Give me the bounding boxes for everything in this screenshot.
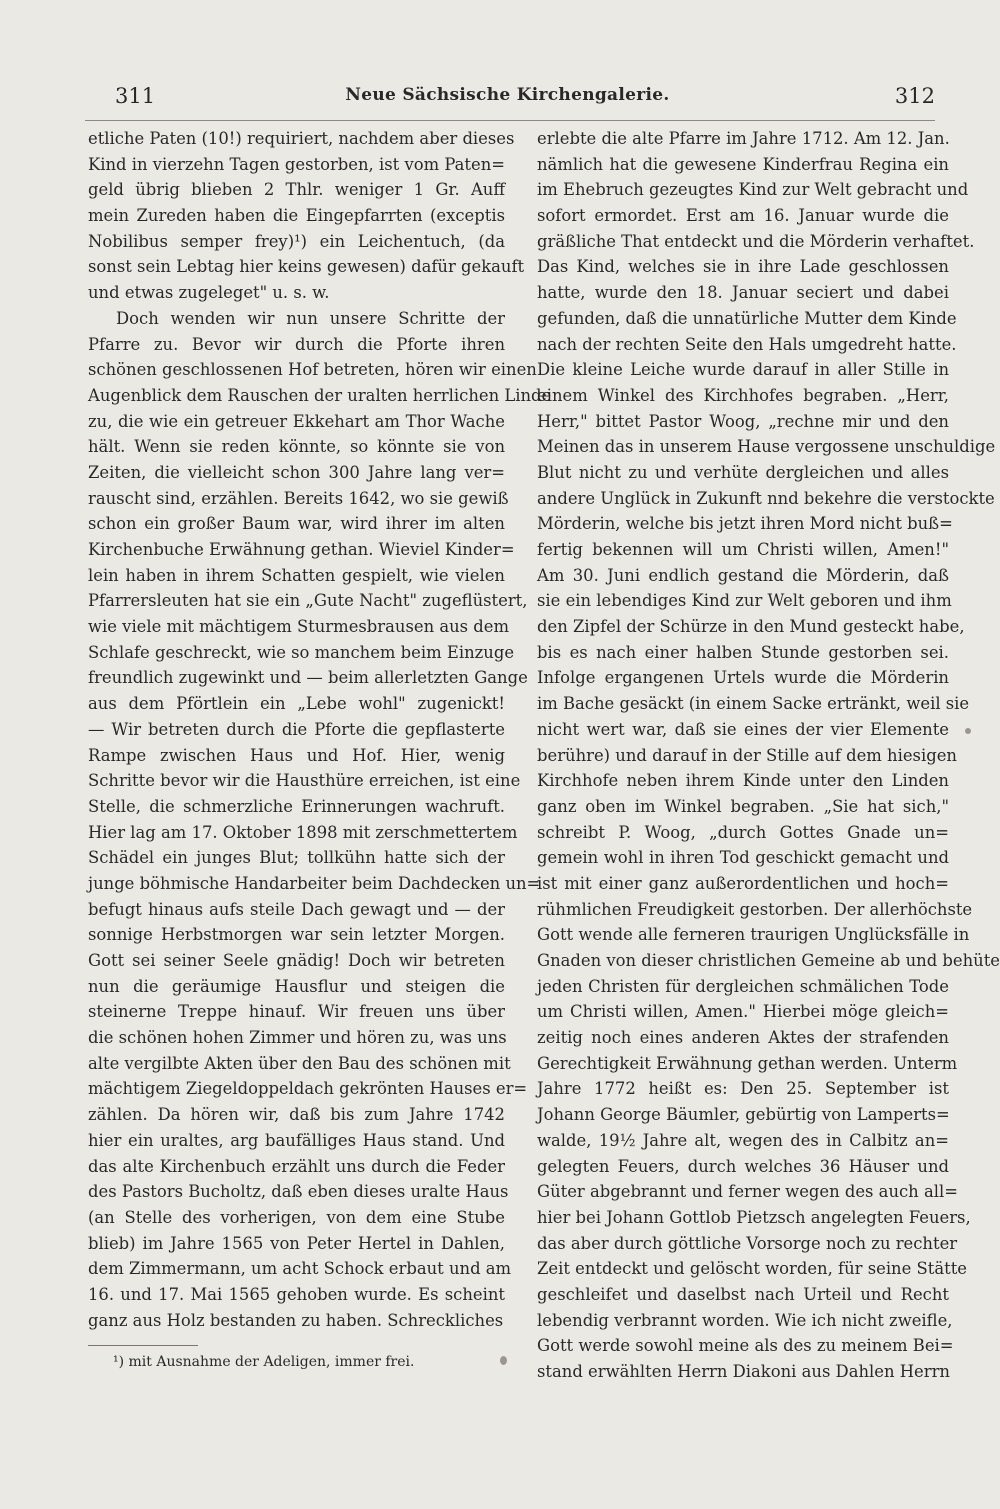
text-line: steinerne Treppe hinauf. Wir freuen uns über <box>88 1002 505 1022</box>
text-line: das aber durch göttliche Vorsorge noch zu rechter <box>537 1233 958 1253</box>
text-line: Pfarre zu. Bevor wir durch die Pforte ihren <box>88 334 505 354</box>
text-line: berühre) und darauf in der Stille auf dem hiesigen <box>537 745 957 765</box>
text-line: Schädel ein junges Blut; tollkühn hatte sich der <box>88 848 505 868</box>
text-line: nach der rechten Seite den Hals umgedreht hatte. <box>537 334 957 354</box>
text-line: im Ehebruch gezeugtes Kind zur Welt gebracht und <box>537 180 969 200</box>
text-line: Kirchhofe neben ihrem Kinde unter den Linden <box>537 771 949 791</box>
text-line: Nobilibus semper frey)¹) ein Leichentuch, (da <box>88 231 505 251</box>
text-line: 16. und 17. Mai 1565 gehoben wurde. Es scheint <box>88 1284 505 1304</box>
text-line: Jahre 1772 heißt es: Den 25. September ist <box>537 1079 949 1099</box>
text-line: Schlafe geschreckt, wie so manchem beim Einzuge <box>88 642 515 662</box>
text-line: stand erwählten Herrn Diakoni aus Dahlen Herrn <box>537 1362 950 1381</box>
text-line: Zeiten, die vielleicht schon 300 Jahre lang ver= <box>88 462 505 482</box>
text-line: zählen. Da hören wir, daß bis zum Jahre 1742 <box>88 1105 505 1125</box>
text-line: hält. Wenn sie reden könnte, so könnte sie von <box>88 437 505 457</box>
text-line: des Pastors Bucholtz, daß eben dieses uralte Haus <box>88 1182 509 1202</box>
text-line: gelegten Feuers, durch welches 36 Häuser und <box>537 1156 949 1176</box>
text-line: erlebte die alte Pfarre im Jahre 1712. Am 12. Jan. <box>537 129 950 148</box>
text-line: den Zipfel der Schürze in den Mund gesteckt habe, <box>537 617 965 637</box>
text-line: lebendig verbrannt worden. Wie ich nicht zweifle, <box>537 1310 953 1330</box>
text-line: Johann George Bäumler, gebürtig von Lamperts= <box>537 1105 950 1125</box>
text-line: schönen geschlossenen Hof betreten, hören wir einen <box>88 360 537 380</box>
text-line: das alte Kirchenbuch erzählt uns durch die Feder <box>88 1156 505 1176</box>
text-line: lein haben in ihrem Schatten gespielt, wie vielen <box>88 565 505 585</box>
text-line: Doch wenden wir nun unsere Schritte der <box>116 308 505 328</box>
text-line: Blut nicht zu und verhüte dergleichen und alles <box>537 462 949 482</box>
text-line: und etwas zugeleget" u. s. w. <box>88 283 330 303</box>
text-line: Die kleine Leiche wurde darauf in aller Stille in <box>537 360 949 380</box>
text-line: im Bache gesäckt (in einem Sacke ertränkt, weil sie <box>537 694 970 714</box>
text-line: sofort ermordet. Erst am 16. Januar wurde die <box>537 206 949 226</box>
footnote: ¹) mit Ausnahme der Adeligen, immer frei. <box>113 1354 415 1370</box>
text-line: sie ein lebendiges Kind zur Welt geboren und ihm <box>537 591 952 611</box>
text-line: hier bei Johann Gottlob Pietzsch angelegten Feuers, <box>537 1207 971 1227</box>
text-line: Gott wende alle ferneren traurigen Unglücksfälle in <box>537 925 970 945</box>
page-number-left: 311 <box>115 84 156 108</box>
text-line: Herr," bittet Pastor Woog, „rechne mir und den <box>537 411 949 431</box>
text-line: Schritte bevor wir die Hausthüre erreichen, ist eine <box>88 771 521 791</box>
text-line: mein Zureden haben die Eingepfarrten (exceptis <box>88 206 505 226</box>
text-line: Hier lag am 17. Oktober 1898 mit zerschmettertem <box>88 822 518 842</box>
text-line: die schönen hohen Zimmer und hören zu, was uns <box>88 1028 507 1048</box>
text-line: Zeit entdeckt und gelöscht worden, für seine Stätte <box>537 1259 967 1279</box>
text-line: schon ein großer Baum war, wird ihrer im alten <box>88 514 505 534</box>
text-line: dem Zimmermann, um acht Schock erbaut und am <box>88 1259 512 1279</box>
text-line: nicht wert war, daß sie eines der vier Elemente <box>537 719 949 739</box>
text-line: junge böhmische Handarbeiter beim Dachdecken un= <box>88 873 541 893</box>
text-line: Pfarrersleuten hat sie ein „Gute Nacht" zugeflüstert, <box>88 591 528 611</box>
text-line: geschleifet und daselbst nach Urteil und Recht <box>537 1284 949 1304</box>
text-line: Gerechtigkeit Erwähnung gethan werden. Unterm <box>537 1053 958 1073</box>
text-line: Meinen das in unserem Hause vergossene unschuldige <box>537 437 996 457</box>
text-line: hier ein uraltes, arg baufälliges Haus stand. Und <box>88 1130 505 1150</box>
text-line: ist mit einer ganz außerordentlichen und hoch= <box>537 873 949 893</box>
text-line: etliche Paten (10!) requiriert, nachdem aber dieses <box>88 129 515 148</box>
text-line: Gott werde sowohl meine als des zu meinem Bei= <box>537 1336 954 1356</box>
text-line: Gott sei seiner Seele gnädig! Doch wir betreten <box>88 951 505 970</box>
text-line: befugt hinaus aufs steile Dach gewagt und — der <box>88 899 505 919</box>
text-line: gefunden, daß die unnatürliche Mutter dem Kinde <box>537 308 957 328</box>
text-line: hatte, wurde den 18. Januar seciert und dabei <box>537 283 949 303</box>
text-line: bis es nach einer halben Stunde gestorben sei. <box>537 642 949 662</box>
text-line: Mörderin, welche bis jetzt ihren Mord nicht buß= <box>537 514 953 534</box>
text-line: nämlich hat die gewesene Kinderfrau Regina ein <box>537 154 949 174</box>
text-line: geld übrig blieben 2 Thlr. weniger 1 Gr. Auff <box>88 180 505 200</box>
text-line: sonnige Herbstmorgen war sein letzter Morgen. <box>88 925 505 945</box>
text-line: ganz aus Holz bestanden zu haben. Schreckliches <box>88 1310 504 1330</box>
right-column <box>537 126 1000 1385</box>
text-line: rühmlichen Freudigkeit gestorben. Der allerhöchste <box>537 899 973 919</box>
left-column <box>88 126 552 1333</box>
text-line: Das Kind, welches sie in ihre Lade geschlossen <box>537 257 949 277</box>
ink-blot <box>500 1356 507 1365</box>
text-line: (an Stelle des vorherigen, von dem eine Stube <box>88 1207 505 1227</box>
text-line: jeden Christen für dergleichen schmälichen Tode <box>537 976 949 996</box>
page-number-right: 312 <box>894 84 935 108</box>
text-line: Infolge ergangenen Urtels wurde die Mörderin <box>537 668 949 688</box>
text-line: mächtigem Ziegeldoppeldach gekrönten Hauses er= <box>88 1079 528 1099</box>
scan-speck <box>965 728 971 734</box>
text-line: alte vergilbte Akten über den Bau des schönen mit <box>88 1053 511 1073</box>
text-line: wie viele mit mächtigem Sturmesbrausen aus dem <box>88 617 510 637</box>
running-title: Neue Sächsische Kirchengalerie. <box>345 85 670 105</box>
text-line: sonst sein Lebtag hier keins gewesen) dafür gekauft <box>88 257 525 277</box>
text-line: zu, die wie ein getreuer Ekkehart am Thor Wache <box>88 411 505 431</box>
text-line: ganz oben im Winkel begraben. „Sie hat sich," <box>537 796 949 816</box>
text-line: Am 30. Juni endlich gestand die Mörderin, daß <box>537 565 949 585</box>
text-line: freundlich zugewinkt und — beim allerletzten Gange <box>88 668 528 688</box>
page-header <box>80 84 935 118</box>
header-rule <box>85 120 935 121</box>
text-line: Stelle, die schmerzliche Erinnerungen wachruft. <box>88 796 505 816</box>
text-line: nun die geräumige Hausflur und steigen die <box>88 976 505 996</box>
text-line: fertig bekennen will um Christi willen, Amen!" <box>537 540 949 559</box>
text-line: schreibt P. Woog, „durch Gottes Gnade un= <box>537 822 949 842</box>
text-line: gemein wohl in ihren Tod geschickt gemacht und <box>537 848 949 868</box>
text-line: Rampe zwischen Haus und Hof. Hier, wenig <box>88 745 505 765</box>
text-line: einem Winkel des Kirchhofes begraben. „Herr, <box>537 385 949 405</box>
text-line: Kind in vierzehn Tagen gestorben, ist vom Paten= <box>88 154 505 174</box>
text-line: gräßliche That entdeckt und die Mörderin verhaftet. <box>537 231 975 251</box>
text-line: rauscht sind, erzählen. Bereits 1642, wo sie gewiß <box>88 488 509 508</box>
text-line: Kirchenbuche Erwähnung gethan. Wieviel Kinder= <box>88 540 515 559</box>
text-line: walde, 19½ Jahre alt, wegen des in Calbitz an= <box>537 1130 949 1150</box>
text-line: — Wir betreten durch die Pforte die gepflasterte <box>88 719 505 739</box>
text-line: andere Unglück in Zukunft nnd bekehre die verstockte <box>537 488 995 508</box>
text-line: Güter abgebrannt und ferner wegen des auch all= <box>537 1182 958 1202</box>
text-line: um Christi willen, Amen." Hierbei möge gleich= <box>537 1002 949 1022</box>
text-line: aus dem Pförtlein ein „Lebe wohl" zugenickt! <box>88 694 505 714</box>
text-line: Augenblick dem Rauschen der uralten herrlichen Linde <box>88 385 552 405</box>
text-line: blieb) im Jahre 1565 von Peter Hertel in Dahlen, <box>88 1233 505 1253</box>
text-line: Gnaden von dieser christlichen Gemeine ab und behüte <box>537 951 1000 970</box>
footnote-rule <box>88 1345 198 1346</box>
text-line: zeitig noch eines anderen Aktes der strafenden <box>537 1028 949 1048</box>
